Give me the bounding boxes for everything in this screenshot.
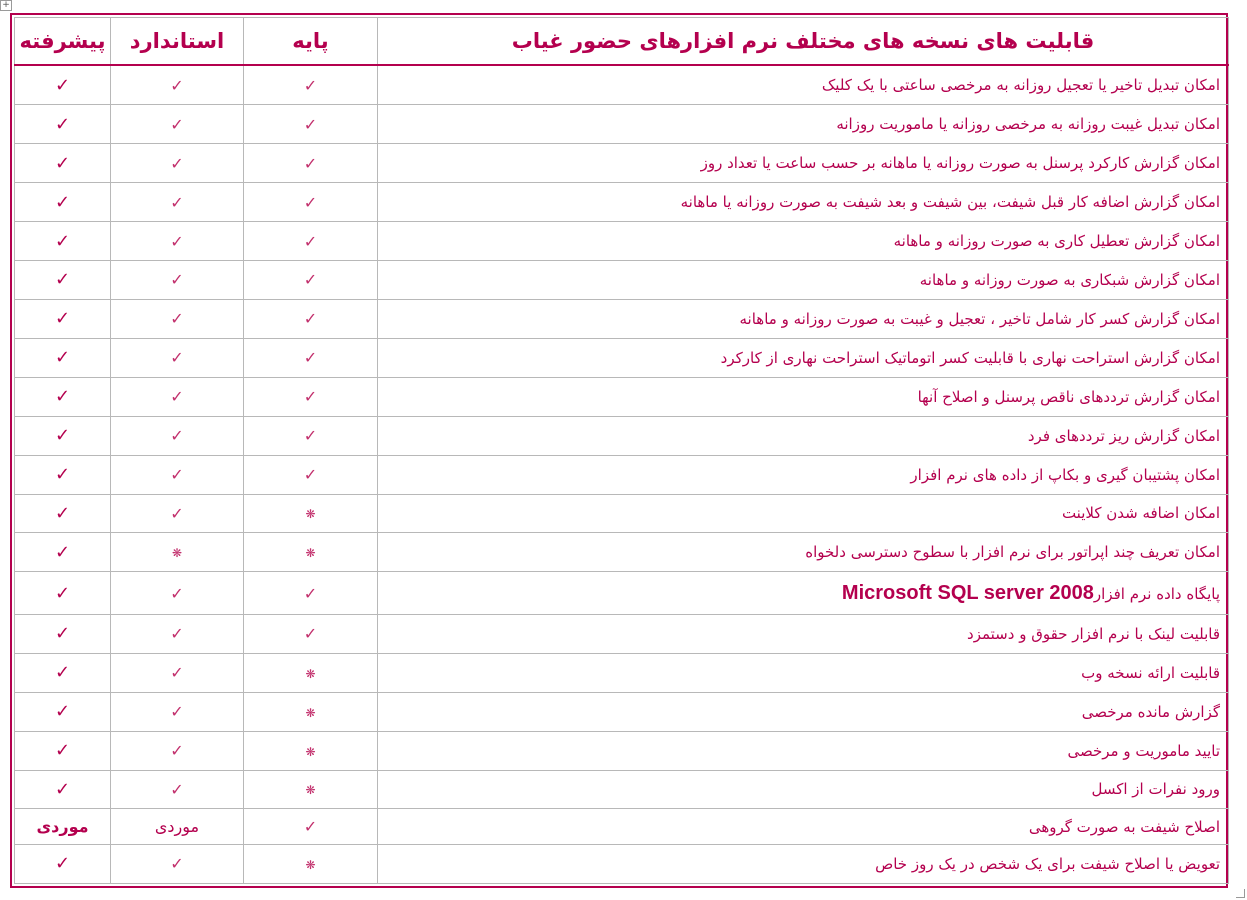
cell-basic [244, 455, 378, 494]
cell-standard [111, 416, 244, 455]
cell-standard [111, 222, 244, 261]
cell-standard [111, 183, 244, 222]
check-icon: ✓ [303, 426, 318, 446]
check-icon: ✓ [303, 75, 318, 95]
feature-label: امکان تعریف چند اپراتور برای نرم افزار با سطوح دسترسی دلخواه [805, 543, 1220, 562]
check-icon: ✓ [54, 740, 71, 762]
feature-label: امکان گزارش اضافه کار قبل شیفت، بین شیفت و بعد شیفت به صورت روزانه یا ماهانه [680, 193, 1220, 212]
cell-advanced [15, 494, 111, 533]
table-row [15, 809, 1229, 844]
feature-label: امکان گزارش استراحت نهاری با قابلیت کسر اتوماتیک استراحت نهاری از کارکرد [720, 348, 1220, 367]
check-icon: ✓ [303, 153, 318, 173]
cell-standard [111, 299, 244, 338]
cell-advanced [15, 222, 111, 261]
feature-label: امکان گزارش ترددهای ناقص پرسنل و اصلاح آنها [917, 387, 1220, 406]
asterisk-icon: ❋ [305, 857, 316, 872]
check-icon: ✓ [170, 663, 184, 683]
check-icon: ✓ [54, 386, 71, 408]
check-icon: ✓ [54, 541, 71, 563]
check-icon: ✓ [170, 779, 184, 799]
check-icon: ✓ [54, 464, 71, 486]
table-row [15, 261, 1229, 300]
feature-label: امکان گزارش کسر کار شامل تاخیر ، تعجیل و غیبت به صورت روزانه و ماهانه [739, 309, 1220, 328]
check-icon: ✓ [170, 75, 184, 95]
check-icon: ✓ [54, 623, 71, 645]
cell-basic [244, 809, 378, 844]
cell-basic [244, 377, 378, 416]
feature-cell [378, 261, 1229, 300]
cell-standard [111, 692, 244, 731]
table-row [15, 731, 1229, 770]
cell-standard [111, 844, 244, 883]
feature-cell [378, 105, 1229, 144]
feature-cell [378, 144, 1229, 183]
feature-label: گزارش مانده مرخصی [1081, 702, 1220, 721]
comparison-table [14, 17, 1229, 884]
table-row [15, 494, 1229, 533]
cell-basic [244, 338, 378, 377]
cell-basic [244, 416, 378, 455]
feature-label: تعویض یا اصلاح شیفت برای یک شخص در یک روز خاص [875, 854, 1220, 873]
cell-standard [111, 809, 244, 844]
feature-cell [378, 494, 1229, 533]
feature-label: پایگاه داده نرم افزار [1093, 584, 1220, 603]
check-icon: ✓ [54, 74, 71, 96]
cell-basic [244, 183, 378, 222]
cell-standard [111, 770, 244, 809]
cell-advanced [15, 105, 111, 144]
table-row [15, 338, 1229, 377]
cell-basic [244, 144, 378, 183]
table-title: قابلیت های نسخه های مختلف نرم افزارهای حضور غیاب [378, 18, 1229, 66]
asterisk-icon: ❋ [171, 546, 183, 561]
feature-label: اصلاح شیفت به صورت گروهی [1028, 817, 1220, 836]
table-row [15, 455, 1229, 494]
check-icon: ✓ [170, 348, 184, 368]
feature-cell [378, 377, 1229, 416]
text-mark: موردی [154, 817, 200, 837]
check-icon: ✓ [54, 113, 71, 135]
header-row [15, 18, 1229, 66]
cell-basic [244, 222, 378, 261]
check-icon: ✓ [170, 309, 184, 329]
check-icon: ✓ [303, 817, 318, 837]
cell-basic [244, 653, 378, 692]
table-row [15, 770, 1229, 809]
check-icon: ✓ [54, 701, 71, 723]
cell-advanced [15, 65, 111, 105]
check-icon: ✓ [54, 152, 71, 174]
check-icon: ✓ [170, 270, 184, 290]
check-icon: ✓ [170, 114, 184, 134]
check-icon: ✓ [170, 231, 184, 251]
table-row [15, 844, 1229, 883]
cell-basic [244, 494, 378, 533]
cell-advanced [15, 770, 111, 809]
text-mark: موردی [36, 817, 89, 837]
table-row [15, 416, 1229, 455]
cell-basic [244, 261, 378, 300]
cell-basic [244, 731, 378, 770]
table-row [15, 222, 1229, 261]
table-row [15, 614, 1229, 653]
check-icon: ✓ [303, 624, 318, 644]
feature-label: امکان پشتیبان گیری و بکاپ از داده های نرم افزار [910, 465, 1220, 484]
table-row [15, 653, 1229, 692]
table-row [15, 572, 1229, 614]
check-icon: ✓ [170, 583, 184, 603]
cell-standard [111, 377, 244, 416]
feature-label: قابلیت لینک با نرم افزار حقوق و دستمزد [967, 624, 1220, 643]
cell-advanced [15, 455, 111, 494]
check-icon: ✓ [54, 853, 71, 875]
cell-basic [244, 533, 378, 572]
asterisk-icon: ❋ [305, 546, 316, 561]
feature-label: امکان گزارش شبکاری به صورت روزانه و ماهانه [919, 270, 1220, 289]
cell-standard [111, 572, 244, 614]
asterisk-icon: ❋ [305, 666, 316, 681]
cell-advanced [15, 183, 111, 222]
check-icon: ✓ [303, 348, 318, 368]
feature-cell [378, 299, 1229, 338]
cell-advanced [15, 692, 111, 731]
cell-basic [244, 65, 378, 105]
check-icon: ✓ [54, 191, 71, 213]
check-icon: ✓ [170, 702, 184, 722]
comparison-table-frame [10, 13, 1228, 888]
check-icon: ✓ [303, 192, 318, 212]
column-header-basic: پایه [244, 18, 378, 66]
check-icon: ✓ [303, 387, 318, 407]
cell-advanced [15, 416, 111, 455]
feature-cell [378, 222, 1229, 261]
cell-advanced [15, 144, 111, 183]
table-row [15, 183, 1229, 222]
feature-label: امکان تبدیل غیبت روزانه به مرخصی روزانه یا ماموریت روزانه [836, 115, 1220, 134]
feature-label: تایید ماموریت و مرخصی [1067, 741, 1220, 760]
check-icon: ✓ [170, 387, 184, 407]
check-icon: ✓ [54, 347, 71, 369]
cell-basic [244, 572, 378, 614]
table-body [15, 65, 1229, 884]
asterisk-icon: ❋ [305, 507, 316, 522]
cell-standard [111, 494, 244, 533]
table-move-handle[interactable]: + [0, 0, 12, 11]
cell-advanced [15, 809, 111, 844]
cell-basic [244, 692, 378, 731]
cell-advanced [15, 338, 111, 377]
table-row [15, 105, 1229, 144]
cell-advanced [15, 572, 111, 614]
resize-corner [1236, 889, 1245, 898]
feature-cell [378, 416, 1229, 455]
asterisk-icon: ❋ [305, 744, 316, 759]
cell-standard [111, 65, 244, 105]
cell-advanced [15, 261, 111, 300]
feature-label: امکان گزارش تعطیل کاری به صورت روزانه و ماهانه [893, 232, 1220, 251]
cell-basic [244, 105, 378, 144]
cell-advanced [15, 653, 111, 692]
check-icon: ✓ [303, 114, 318, 134]
check-icon: ✓ [54, 502, 71, 524]
check-icon: ✓ [54, 662, 71, 684]
cell-standard [111, 653, 244, 692]
check-icon: ✓ [170, 624, 184, 644]
feature-cell [378, 455, 1229, 494]
feature-label: امکان تبدیل تاخیر یا تعجیل روزانه به مرخصی ساعتی با یک کلیک [821, 76, 1220, 95]
check-icon: ✓ [54, 425, 71, 447]
cell-advanced [15, 731, 111, 770]
feature-label: امکان گزارش ریز ترددهای فرد [1027, 426, 1220, 445]
table-row [15, 692, 1229, 731]
table-row [15, 65, 1229, 105]
feature-cell [378, 731, 1229, 770]
cell-standard [111, 261, 244, 300]
check-icon: ✓ [170, 465, 184, 485]
cell-standard [111, 533, 244, 572]
cell-standard [111, 144, 244, 183]
table-row [15, 533, 1229, 572]
check-icon: ✓ [54, 778, 71, 800]
check-icon: ✓ [170, 854, 184, 874]
cell-advanced [15, 299, 111, 338]
cell-standard [111, 614, 244, 653]
check-icon: ✓ [54, 582, 71, 604]
feature-cell [378, 844, 1229, 883]
feature-label-latin: Microsoft SQL server 2008 [841, 581, 1094, 604]
table-row [15, 377, 1229, 416]
column-header-advanced: پیشرفته [15, 18, 111, 66]
check-icon: ✓ [54, 269, 71, 291]
check-icon: ✓ [170, 192, 184, 212]
cell-basic [244, 844, 378, 883]
check-icon: ✓ [54, 308, 71, 330]
feature-label: امکان اضافه شدن کلاینت [1061, 504, 1220, 523]
cell-basic [244, 299, 378, 338]
check-icon: ✓ [170, 503, 184, 523]
feature-cell [378, 653, 1229, 692]
feature-cell [378, 65, 1229, 105]
feature-label: ورود نفرات از اکسل [1091, 780, 1220, 799]
cell-basic [244, 614, 378, 653]
feature-cell [378, 809, 1229, 844]
check-icon: ✓ [303, 465, 318, 485]
feature-cell [378, 183, 1229, 222]
check-icon: ✓ [303, 231, 318, 251]
column-header-standard: استاندارد [111, 18, 244, 66]
check-icon: ✓ [170, 741, 184, 761]
feature-label: قابلیت ارائه نسخه وب [1081, 663, 1220, 682]
cell-standard [111, 731, 244, 770]
cell-advanced [15, 844, 111, 883]
feature-cell [378, 692, 1229, 731]
feature-label: امکان گزارش کارکرد پرسنل به صورت روزانه یا ماهانه بر حسب ساعت یا تعداد روز [700, 154, 1220, 173]
check-icon: ✓ [303, 309, 318, 329]
check-icon: ✓ [54, 230, 71, 252]
feature-cell [378, 572, 1229, 614]
check-icon: ✓ [170, 153, 184, 173]
feature-cell [378, 533, 1229, 572]
cell-advanced [15, 533, 111, 572]
cell-basic [244, 770, 378, 809]
asterisk-icon: ❋ [305, 783, 316, 798]
table-row [15, 144, 1229, 183]
cell-advanced [15, 614, 111, 653]
table-row [15, 299, 1229, 338]
asterisk-icon: ❋ [305, 705, 316, 720]
cell-standard [111, 338, 244, 377]
check-icon: ✓ [170, 426, 184, 446]
cell-standard [111, 105, 244, 144]
feature-cell [378, 770, 1229, 809]
feature-cell [378, 614, 1229, 653]
cell-standard [111, 455, 244, 494]
check-icon: ✓ [303, 583, 318, 603]
check-icon: ✓ [303, 270, 318, 290]
feature-cell [378, 338, 1229, 377]
cell-advanced [15, 377, 111, 416]
